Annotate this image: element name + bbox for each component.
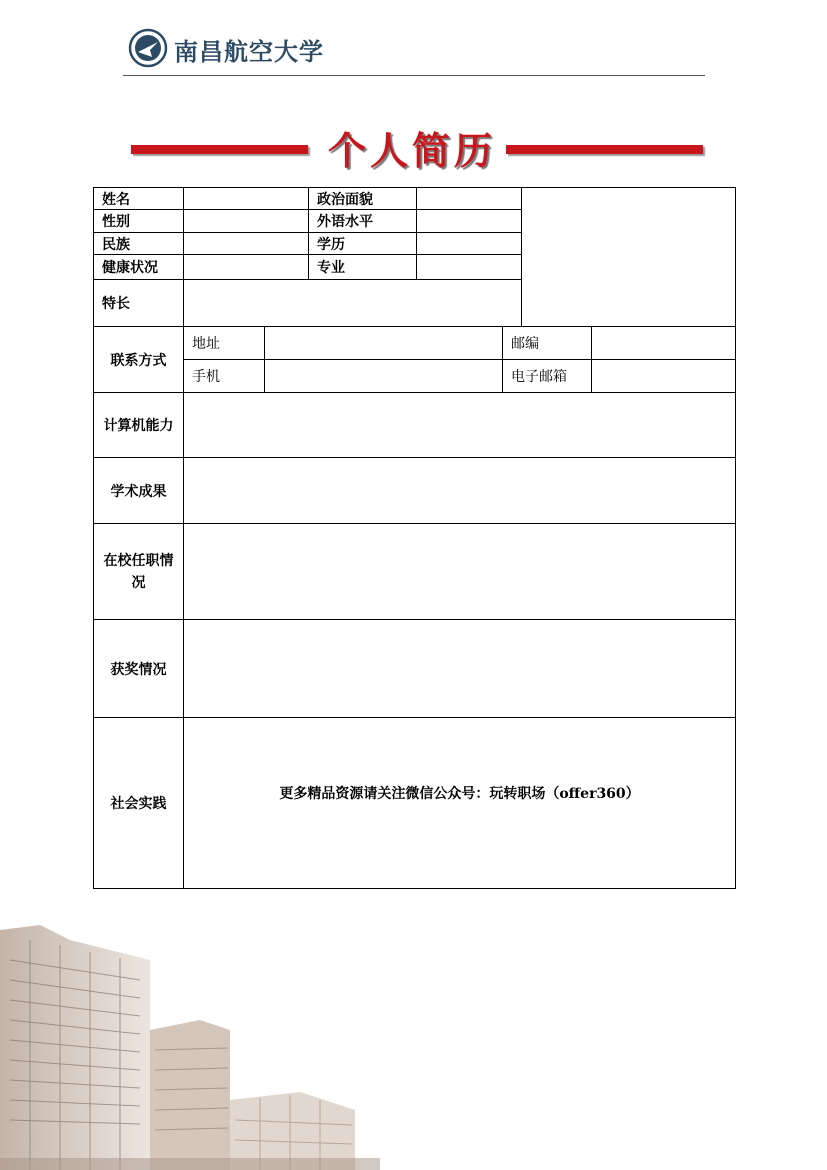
computer-skills-label: 计算机能力: [94, 393, 184, 458]
header-divider: [123, 75, 705, 76]
foreign-language-value[interactable]: [417, 210, 522, 233]
university-logo: [128, 28, 328, 68]
health-label: 健康状况: [94, 255, 184, 280]
awards-label: 获奖情况: [94, 620, 184, 718]
specialty-label: 特长: [94, 280, 184, 327]
mobile-value[interactable]: [265, 360, 503, 393]
contact-label: 联系方式: [94, 327, 184, 393]
postcode-value[interactable]: [592, 327, 736, 360]
university-seal-icon: [128, 28, 168, 68]
specialty-value[interactable]: [184, 280, 522, 327]
name-label: 姓名: [94, 188, 184, 210]
buildings-illustration: [0, 920, 380, 1170]
address-value[interactable]: [265, 327, 503, 360]
computer-skills-value[interactable]: [184, 393, 736, 458]
major-label: 专业: [309, 255, 417, 280]
gender-value[interactable]: [184, 210, 309, 233]
education-label: 学历: [309, 233, 417, 255]
title-bar-left: [131, 145, 308, 154]
address-label: 地址: [184, 327, 265, 360]
foreign-language-label: 外语水平: [309, 210, 417, 233]
email-label: 电子邮箱: [503, 360, 592, 393]
awards-value[interactable]: [184, 620, 736, 718]
social-practice-label: 社会实践: [94, 718, 184, 889]
ethnicity-value[interactable]: [184, 233, 309, 255]
resume-table: [93, 187, 736, 889]
health-value[interactable]: [184, 255, 309, 280]
ethnicity-label: 民族: [94, 233, 184, 255]
page-title: 个人简历: [327, 128, 496, 173]
gender-label: 性别: [94, 210, 184, 233]
political-status-label: 政治面貌: [309, 188, 417, 210]
campus-positions-label: 在校任职情况: [94, 524, 184, 620]
postcode-label: 邮编: [503, 327, 592, 360]
academic-achievements-label: 学术成果: [94, 458, 184, 524]
political-status-value[interactable]: [417, 188, 522, 210]
university-name: 南昌航空大学: [174, 37, 324, 66]
academic-achievements-value[interactable]: [184, 458, 736, 524]
social-practice-note: 更多精品资源请关注微信公众号：玩转职场（offer360）: [184, 718, 736, 889]
title-bar-right: [506, 145, 703, 154]
mobile-label: 手机: [184, 360, 265, 393]
campus-positions-value[interactable]: [184, 524, 736, 620]
major-value[interactable]: [417, 255, 522, 280]
email-value[interactable]: [592, 360, 736, 393]
name-value[interactable]: [184, 188, 309, 210]
education-value[interactable]: [417, 233, 522, 255]
photo-box[interactable]: [522, 188, 736, 327]
